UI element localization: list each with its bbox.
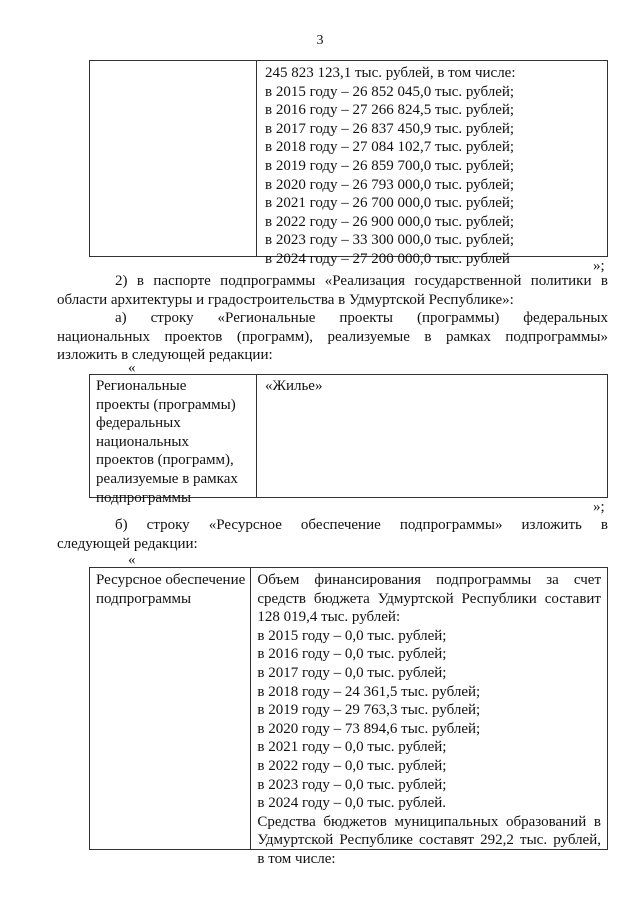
paragraph-line: 2) в паспорте подпрограммы «Реализация государственной политики в — [115, 273, 608, 289]
opening-quote: « — [128, 552, 136, 568]
page-number: 3 — [316, 33, 324, 48]
table-line: в 2017 году – 26 837 450,9 тыс. рублей; — [265, 120, 515, 137]
row-value: «Жилье» — [265, 378, 323, 394]
row-label-line: подпрограммы — [96, 590, 192, 607]
table-line: в 2024 году – 0,0 тыс. рублей. — [257, 795, 447, 812]
table-line: Объем финансирования подпрограммы за счет — [257, 572, 601, 588]
paragraph-2 — [57, 272, 608, 309]
table-line: Удмуртской Республике составят 292,2 тыс. рублей, — [257, 832, 601, 849]
table-line: в 2018 году – 24 361,5 тыс. рублей; — [257, 683, 481, 700]
row-label-line: Ресурсное обеспечение — [96, 572, 246, 588]
table-line: в 2016 году – 0,0 тыс. рублей; — [257, 646, 447, 663]
table-line: в 2019 году – 26 859 700,0 тыс. рублей; — [265, 157, 515, 174]
table-line: в том числе: — [257, 850, 336, 867]
row-label-line: национальных — [96, 433, 189, 450]
table-cell-left — [90, 61, 257, 256]
row-label-line: Региональные — [96, 378, 187, 394]
table-line: в 2022 году – 26 900 000,0 тыс. рублей; — [265, 213, 515, 230]
table-cell-left — [90, 375, 257, 506]
paragraph-b — [57, 516, 608, 553]
row-label-line: проектов (программ), — [96, 452, 234, 469]
table-line: в 2018 году – 27 084 102,7 тыс. рублей; — [265, 139, 515, 156]
paragraph-line: б) строку «Ресурсное обеспечение подпрограммы» изложить в — [115, 517, 608, 533]
table-line: в 2017 году – 0,0 тыс. рублей; — [257, 664, 447, 681]
table-line: Средства бюджетов муниципальных образований в — [257, 813, 601, 830]
table-cell-right — [251, 568, 607, 867]
table-line: в 2021 году – 0,0 тыс. рублей; — [257, 739, 447, 756]
paragraph-line: следующей редакции: — [57, 535, 198, 552]
table-cell-left — [90, 568, 251, 849]
table-line: в 2015 году – 0,0 тыс. рублей; — [257, 627, 447, 644]
paragraph-line: национальных проектов (программ), реализуемые в рамках подпрограммы» — [57, 328, 608, 345]
table-line: в 2019 году – 29 763,3 тыс. рублей; — [257, 702, 481, 719]
table-line: 128 019,4 тыс. рублей: — [257, 609, 401, 626]
table-line: в 2016 году – 27 266 824,5 тыс. рублей; — [265, 102, 515, 119]
row-label-line: федеральных — [96, 415, 181, 432]
table-line: в 2024 году – 27 200 000,0 тыс. рублей — [265, 250, 510, 267]
row-label-line: подпрограммы — [96, 489, 192, 506]
paragraph-line: области архитектуры и градостроительства в Удмуртской Республике»: — [57, 291, 514, 308]
table-cell-right — [257, 61, 516, 267]
paragraph-line: а) строку «Региональные проекты (программы) федеральных — [115, 310, 608, 326]
funding-table-continuation — [89, 60, 608, 267]
table-line: 245 823 123,1 тыс. рублей, в том числе: — [265, 65, 516, 81]
closing-quote: »; — [593, 258, 605, 274]
table-line: в 2020 году – 73 894,6 тыс. рублей; — [257, 720, 481, 737]
row-label-line: проекты (программы) — [96, 396, 236, 413]
opening-quote: « — [128, 360, 136, 376]
paragraph-a — [57, 309, 608, 365]
table-line: в 2020 году – 26 793 000,0 тыс. рублей; — [265, 176, 515, 193]
row-label-line: реализуемые в рамках — [96, 470, 238, 487]
table-line: в 2015 году – 26 852 045,0 тыс. рублей; — [265, 83, 515, 100]
table-line: в 2022 году – 0,0 тыс. рублей; — [257, 757, 447, 774]
table-line: в 2023 году – 0,0 тыс. рублей; — [257, 776, 447, 793]
table-line: средств бюджета Удмуртской Республики составит — [257, 590, 601, 607]
closing-quote: »; — [593, 499, 605, 515]
table-cell-right — [257, 375, 322, 497]
paragraph-line: изложить в следующей редакции: — [57, 347, 273, 364]
regional-projects-table — [89, 374, 608, 506]
table-line: в 2023 году – 33 300 000,0 тыс. рублей; — [265, 232, 515, 249]
resource-provision-table — [89, 567, 608, 867]
table-line: в 2021 году – 26 700 000,0 тыс. рублей; — [265, 195, 515, 212]
